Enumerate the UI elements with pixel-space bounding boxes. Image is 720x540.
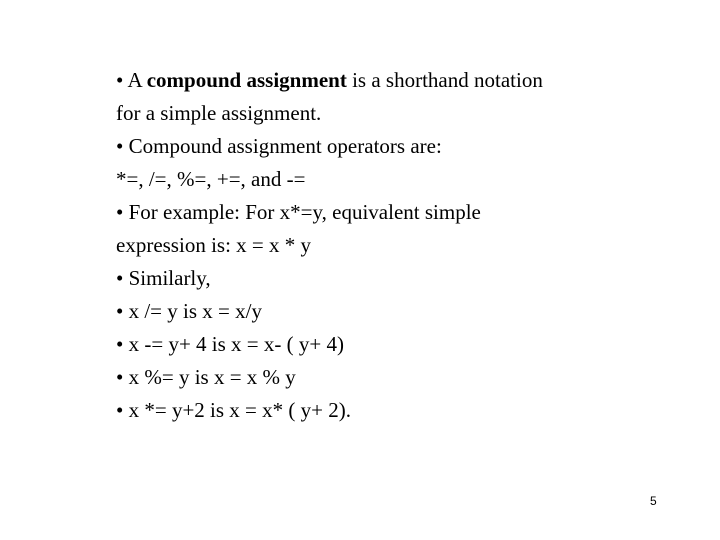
page-number: 5 (650, 494, 657, 508)
division-example: • x /= y is x = x/y (116, 299, 262, 323)
operators-heading: • Compound assignment operators are: (116, 134, 442, 158)
definition-text: is a shorthand notation (346, 68, 543, 92)
definition-continuation: for a simple assignment. (116, 101, 322, 125)
slide-content (116, 64, 636, 427)
definition-bullet: • A (116, 68, 147, 92)
example-expression: expression is: x = x * y (116, 233, 311, 257)
modulus-example: • x %= y is x = x % y (116, 365, 296, 389)
subtraction-example: • x -= y+ 4 is x = x- ( y+ 4) (116, 332, 344, 356)
similarly-line: • Similarly, (116, 266, 211, 290)
definition-line (116, 64, 636, 97)
multiplication-example: • x *= y+2 is x = x* ( y+ 2). (116, 398, 351, 422)
compound-assignment-term: compound assignment (146, 68, 347, 92)
operators-list: *=, /=, %=, +=, and -= (116, 167, 306, 191)
example-line: • For example: For x*=y, equivalent simple (116, 200, 481, 224)
